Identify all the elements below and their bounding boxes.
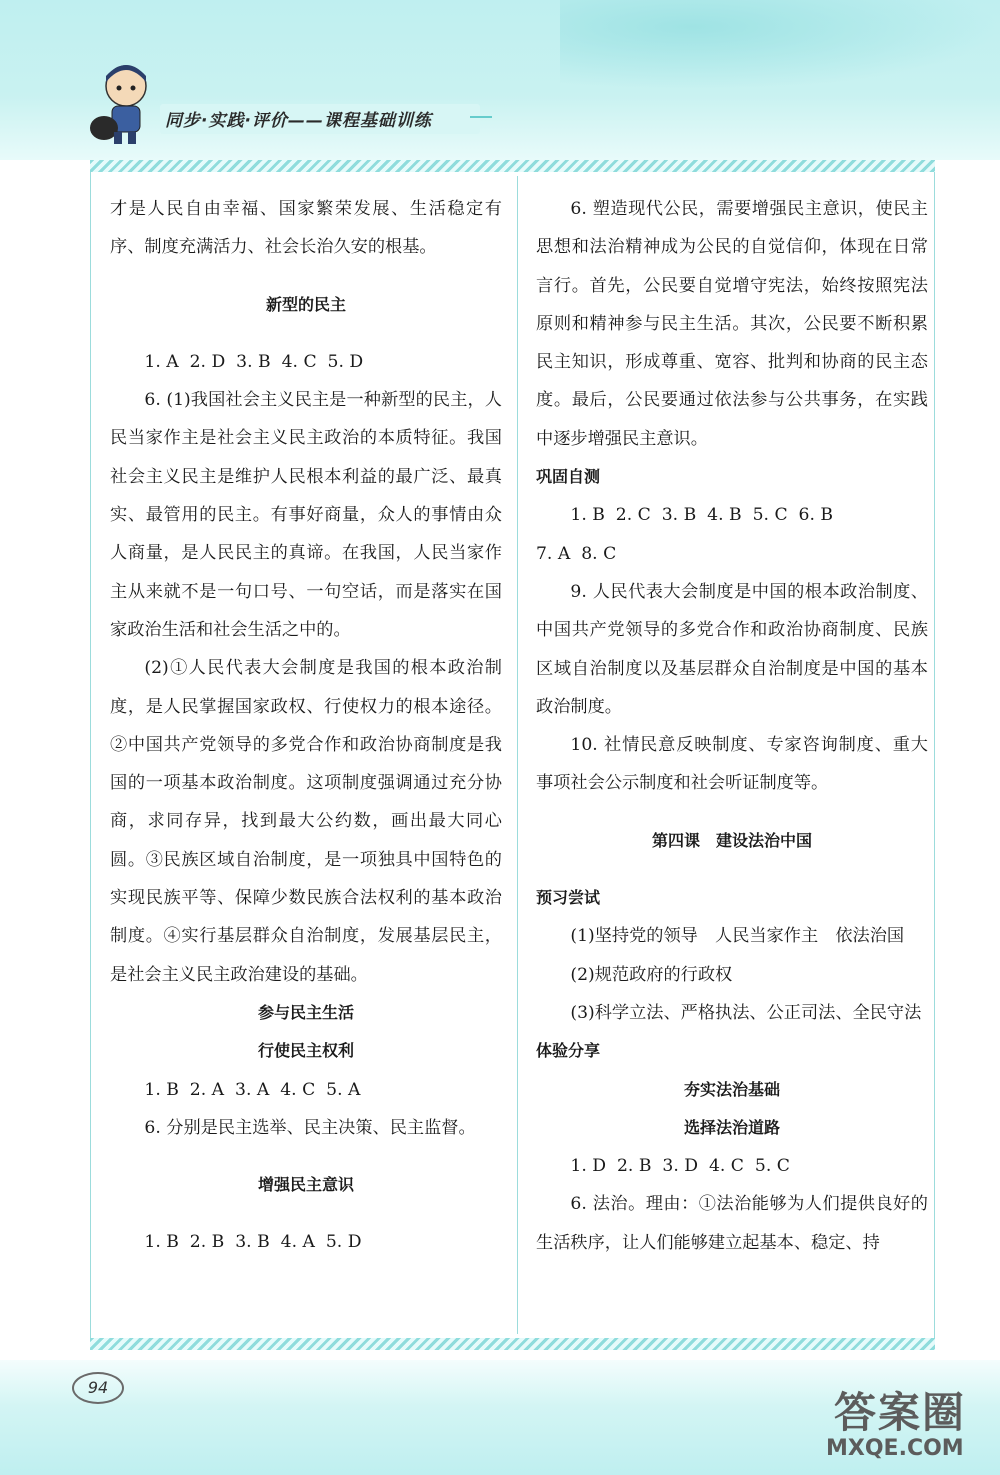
frame-right-line xyxy=(934,172,935,1338)
header-arrow-decoration xyxy=(470,116,492,118)
answer-line: 7. A 8. C xyxy=(536,543,617,564)
column-divider xyxy=(517,176,518,1334)
section-heading: 夯实法治基础 xyxy=(683,1079,780,1099)
frame-left-line xyxy=(90,172,91,1338)
top-decorative-strip xyxy=(90,160,935,172)
subsection-heading: 选择法治道路 xyxy=(683,1117,780,1137)
lesson-heading: 第四课 建设法治中国 xyxy=(651,830,812,850)
bottom-decorative-strip xyxy=(90,1338,935,1350)
answer-line: 1. B 2. A 3. A 4. C 5. A xyxy=(144,1079,361,1100)
section-label: 体验分享 xyxy=(536,1041,601,1061)
watermark-sub-text: MXQE.COM xyxy=(826,1436,964,1461)
text-paragraph: 9. 人民代表大会制度是中国的根本政治制度、中国共产党领导的多党合作和政治协商制度、民族区域自治制度以及基层群众自治制度是中国的基本政治制度。 xyxy=(536,581,928,717)
text-paragraph: (1)坚持党的领导 人民当家作主 依法治国 xyxy=(570,926,905,947)
section-heading: 参与民主生活 xyxy=(257,1002,354,1022)
text-paragraph: 6. 分别是民主选举、民主决策、民主监督。 xyxy=(144,1117,476,1138)
text-paragraph: (2)规范政府的行政权 xyxy=(570,964,733,985)
text-paragraph: 10. 社情民意反映制度、专家咨询制度、重大事项社会公示制度和社会听证制度等。 xyxy=(536,735,928,794)
watermark-logo xyxy=(820,1380,1000,1475)
left-column xyxy=(110,190,502,1262)
answer-line: 1. B 2. C 3. B 4. B 5. C 6. B xyxy=(570,505,834,526)
text-paragraph: 6. 塑造现代公民，需要增强民主意识，使民主思想和法治精神成为公民的自觉信仰，体现在日常言行。首先，公民要自觉增守宪法，始终按照宪法原则和精神参与民主生活。其次，公民要不断积累民主知识，形成尊重、宽容、批判和协商的民主态度。最后，公民要通过依法参与公共事务，在实践中逐步增强民主意识。 xyxy=(536,199,928,449)
section-heading: 新型的民主 xyxy=(265,294,346,314)
text-paragraph: 6. (1)我国社会主义民主是一种新型的民主，人民当家作主是社会主义民主政治的本质特征。我国社会主义民主是维护人民根本利益的最广泛、最真实、最管用的民主。有事好商量，众人的事情由众人商量，是人民民主的真谛。在我国，人民当家作主从来就不是一句口号、一句空话，而是落实在国家政治生活和社会生活之中的。 xyxy=(110,390,502,640)
answer-line: 1. B 2. B 3. B 4. A 5. D xyxy=(144,1232,362,1253)
header-title: 同步·实践·评价——课程基础训练 xyxy=(165,111,432,131)
watermark-main-text: 答案圈 xyxy=(834,1388,967,1437)
subsection-heading: 增强民主意识 xyxy=(257,1175,354,1195)
subsection-heading: 行使民主权利 xyxy=(257,1041,354,1061)
right-column xyxy=(536,190,928,1262)
section-label: 巩固自测 xyxy=(536,467,601,487)
text-paragraph: 6. 法治。理由：①法治能够为人们提供良好的生活秩序，让人们能够建立起基本、稳定、持 xyxy=(536,1194,928,1253)
header-decoration xyxy=(560,0,1000,90)
text-paragraph: (3)科学立法、严格执法、公正司法、全民守法 xyxy=(570,1002,922,1023)
answer-line: 1. A 2. D 3. B 4. C 5. D xyxy=(144,351,364,372)
page-number: 94 xyxy=(72,1372,124,1404)
answer-line: 1. D 2. B 3. D 4. C 5. C xyxy=(570,1156,790,1177)
mascot-illustration xyxy=(88,58,160,148)
section-label: 预习尝试 xyxy=(536,888,601,908)
text-paragraph: 才是人民自由幸福、国家繁荣发展、生活稳定有序、制度充满活力、社会长治久安的根基。 xyxy=(110,199,502,258)
text-paragraph: (2)①人民代表大会制度是我国的根本政治制度，是人民掌握国家政权、行使权力的根本途径。②中国共产党领导的多党合作和政治协商制度是我国的一项基本政治制度。这项制度强调通过充分协商，求同存异，找到最大公约数，画出最大同心圆。③民族区域自治制度，是一项独具中国特色的实现民族平等、保障少数民族合法权利的基本政治制度。④实行基层群众自治制度，发展基层民主，是社会主义民主政治建设的基础。 xyxy=(110,658,502,985)
